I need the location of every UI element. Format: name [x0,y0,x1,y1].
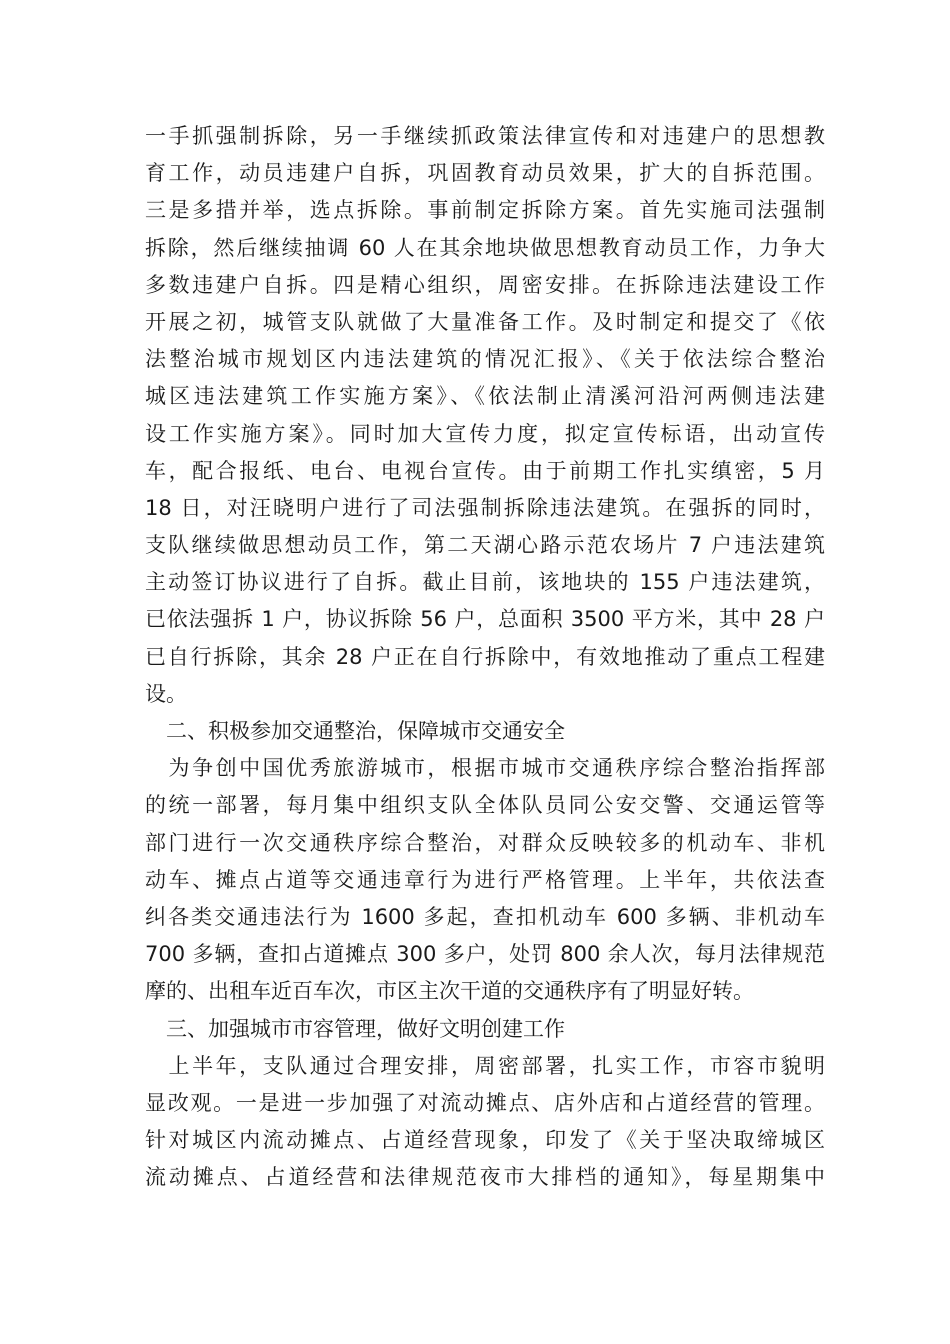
text-line: 开展之初，城管支队就做了大量准备工作。及时制定和提交了《依 [145,309,825,334]
text-line: 已自行拆除，其余 28 户正在自行拆除中，有效地推动了重点工程建 [145,644,825,669]
text-line: 700 多辆，查扣占道摊点 300 多户，处罚 800 余人次，每月法律规范 [145,942,825,967]
text-line: 城区违法建筑工作实施方案》、《依法制止清溪河沿河两侧违法建 [145,384,825,409]
text-line: 主动签订协议进行了自拆。截止目前，该地块的 155 户违法建筑， [145,570,825,595]
text-line: 支队继续做思想动员工作，第二天湖心路示范农场片 7 户违法建筑 [145,533,825,558]
body-text [145,118,825,1196]
text-line: 上半年，支队通过合理安排，周密部署，扎实工作，市容市貌明 [145,1053,825,1078]
text-line: 部门进行一次交通秩序综合整治，对群众反映较多的机动车、非机 [145,830,825,855]
text-line: 为争创中国优秀旅游城市，根据市城市交通秩序综合整治指挥部 [145,756,825,781]
text-line: 育工作，动员违建户自拆，巩固教育动员效果，扩大的自拆范围。 [145,161,825,186]
text-line: 多数违建户自拆。四是精心组织，周密安排。在拆除违法建设工作 [145,272,825,297]
text-line: 18 日，对汪晓明户进行了司法强制拆除违法建筑。在强拆的同时， [145,495,825,520]
text-line: 流动摊点、占道经营和法律规范夜市大排档的通知》，每星期集中 [145,1165,825,1190]
section-heading: 三、加强城市市容管理，做好文明创建工作 [145,1016,565,1041]
text-line: 纠各类交通违法行为 1600 多起，查扣机动车 600 多辆、非机动车 [145,904,825,929]
text-line: 法整治城市规划区内违法建筑的情况汇报》、《关于依法综合整治 [145,347,825,372]
text-line: 显改观。一是进一步加强了对流动摊点、店外店和占道经营的管理。 [145,1090,825,1115]
text-line: 车，配合报纸、电台、电视台宣传。由于前期工作扎实缜密，5 月 [145,458,825,483]
text-line: 拆除，然后继续抽调 60 人在其余地块做思想教育动员工作，力争大 [145,235,825,260]
text-line: 三是多措并举，选点拆除。事前制定拆除方案。首先实施司法强制 [145,198,825,223]
text-line: 已依法强拆 1 户，协议拆除 56 户，总面积 3500 平方米，其中 28 户 [145,607,825,632]
text-line: 设。 [145,681,187,706]
text-line: 一手抓强制拆除，另一手继续抓政策法律宣传和对违建户的思想教 [145,124,825,148]
text-line: 摩的、出租车近百车次，市区主次干道的交通秩序有了明显好转。 [145,979,754,1004]
text-line: 设工作实施方案》。同时加大宣传力度，拟定宣传标语，出动宣传 [145,421,825,446]
text-line: 的统一部署，每月集中组织支队全体队员同公安交警、交通运管等 [145,793,825,818]
text-line: 动车、摊点占道等交通违章行为进行严格管理。上半年，共依法查 [145,867,825,892]
text-line: 针对城区内流动摊点、占道经营现象，印发了《关于坚决取缔城区 [145,1128,825,1153]
section-heading: 二、积极参加交通整治，保障城市交通安全 [145,719,565,743]
